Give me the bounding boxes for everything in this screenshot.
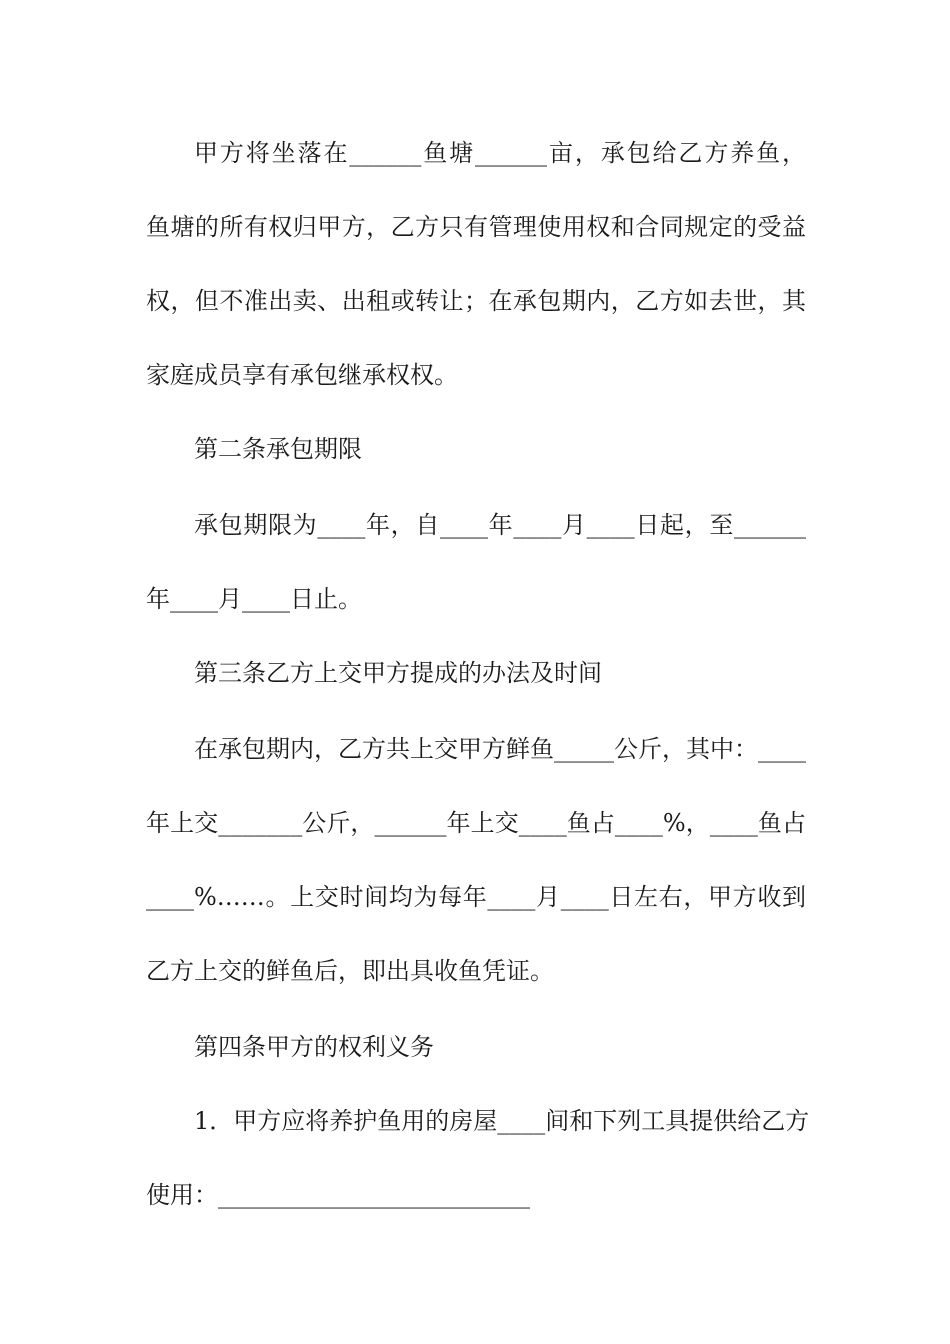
section-heading-term: 第二条承包期限 [194, 435, 362, 463]
paragraph-line: 甲方将坐落在______鱼塘______亩，承包给乙方养鱼， [194, 139, 806, 167]
paragraph-line: 年____月____日止。 [146, 585, 362, 613]
paragraph-line: 承包期限为____年，自____年____月____日起，至______ [194, 511, 806, 539]
paragraph-line: 年上交_______公斤，______年上交____鱼占____%，____鱼占 [146, 809, 806, 837]
paragraph-line: 使用：__________________________ [146, 1181, 530, 1209]
section-heading-rights: 第四条甲方的权利义务 [194, 1033, 434, 1061]
paragraph-line: 权，但不准出卖、出租或转让；在承包期内，乙方如去世，其 [146, 287, 806, 315]
paragraph-line: 家庭成员享有承包继承权权。 [146, 361, 458, 389]
paragraph-line: 1．甲方应将养护鱼用的房屋____间和下列工具提供给乙方 [194, 1107, 810, 1135]
paragraph-line: 在承包期内，乙方共上交甲方鲜鱼_____公斤，其中：____ [194, 735, 806, 763]
paragraph-line: 鱼塘的所有权归甲方，乙方只有管理使用权和合同规定的受益 [146, 213, 806, 241]
paragraph-line: ____%……。上交时间均为每年____月____日左右，甲方收到 [146, 883, 806, 911]
section-heading-payment: 第三条乙方上交甲方提成的办法及时间 [194, 659, 602, 687]
paragraph-line: 乙方上交的鲜鱼后，即出具收鱼凭证。 [146, 957, 554, 985]
